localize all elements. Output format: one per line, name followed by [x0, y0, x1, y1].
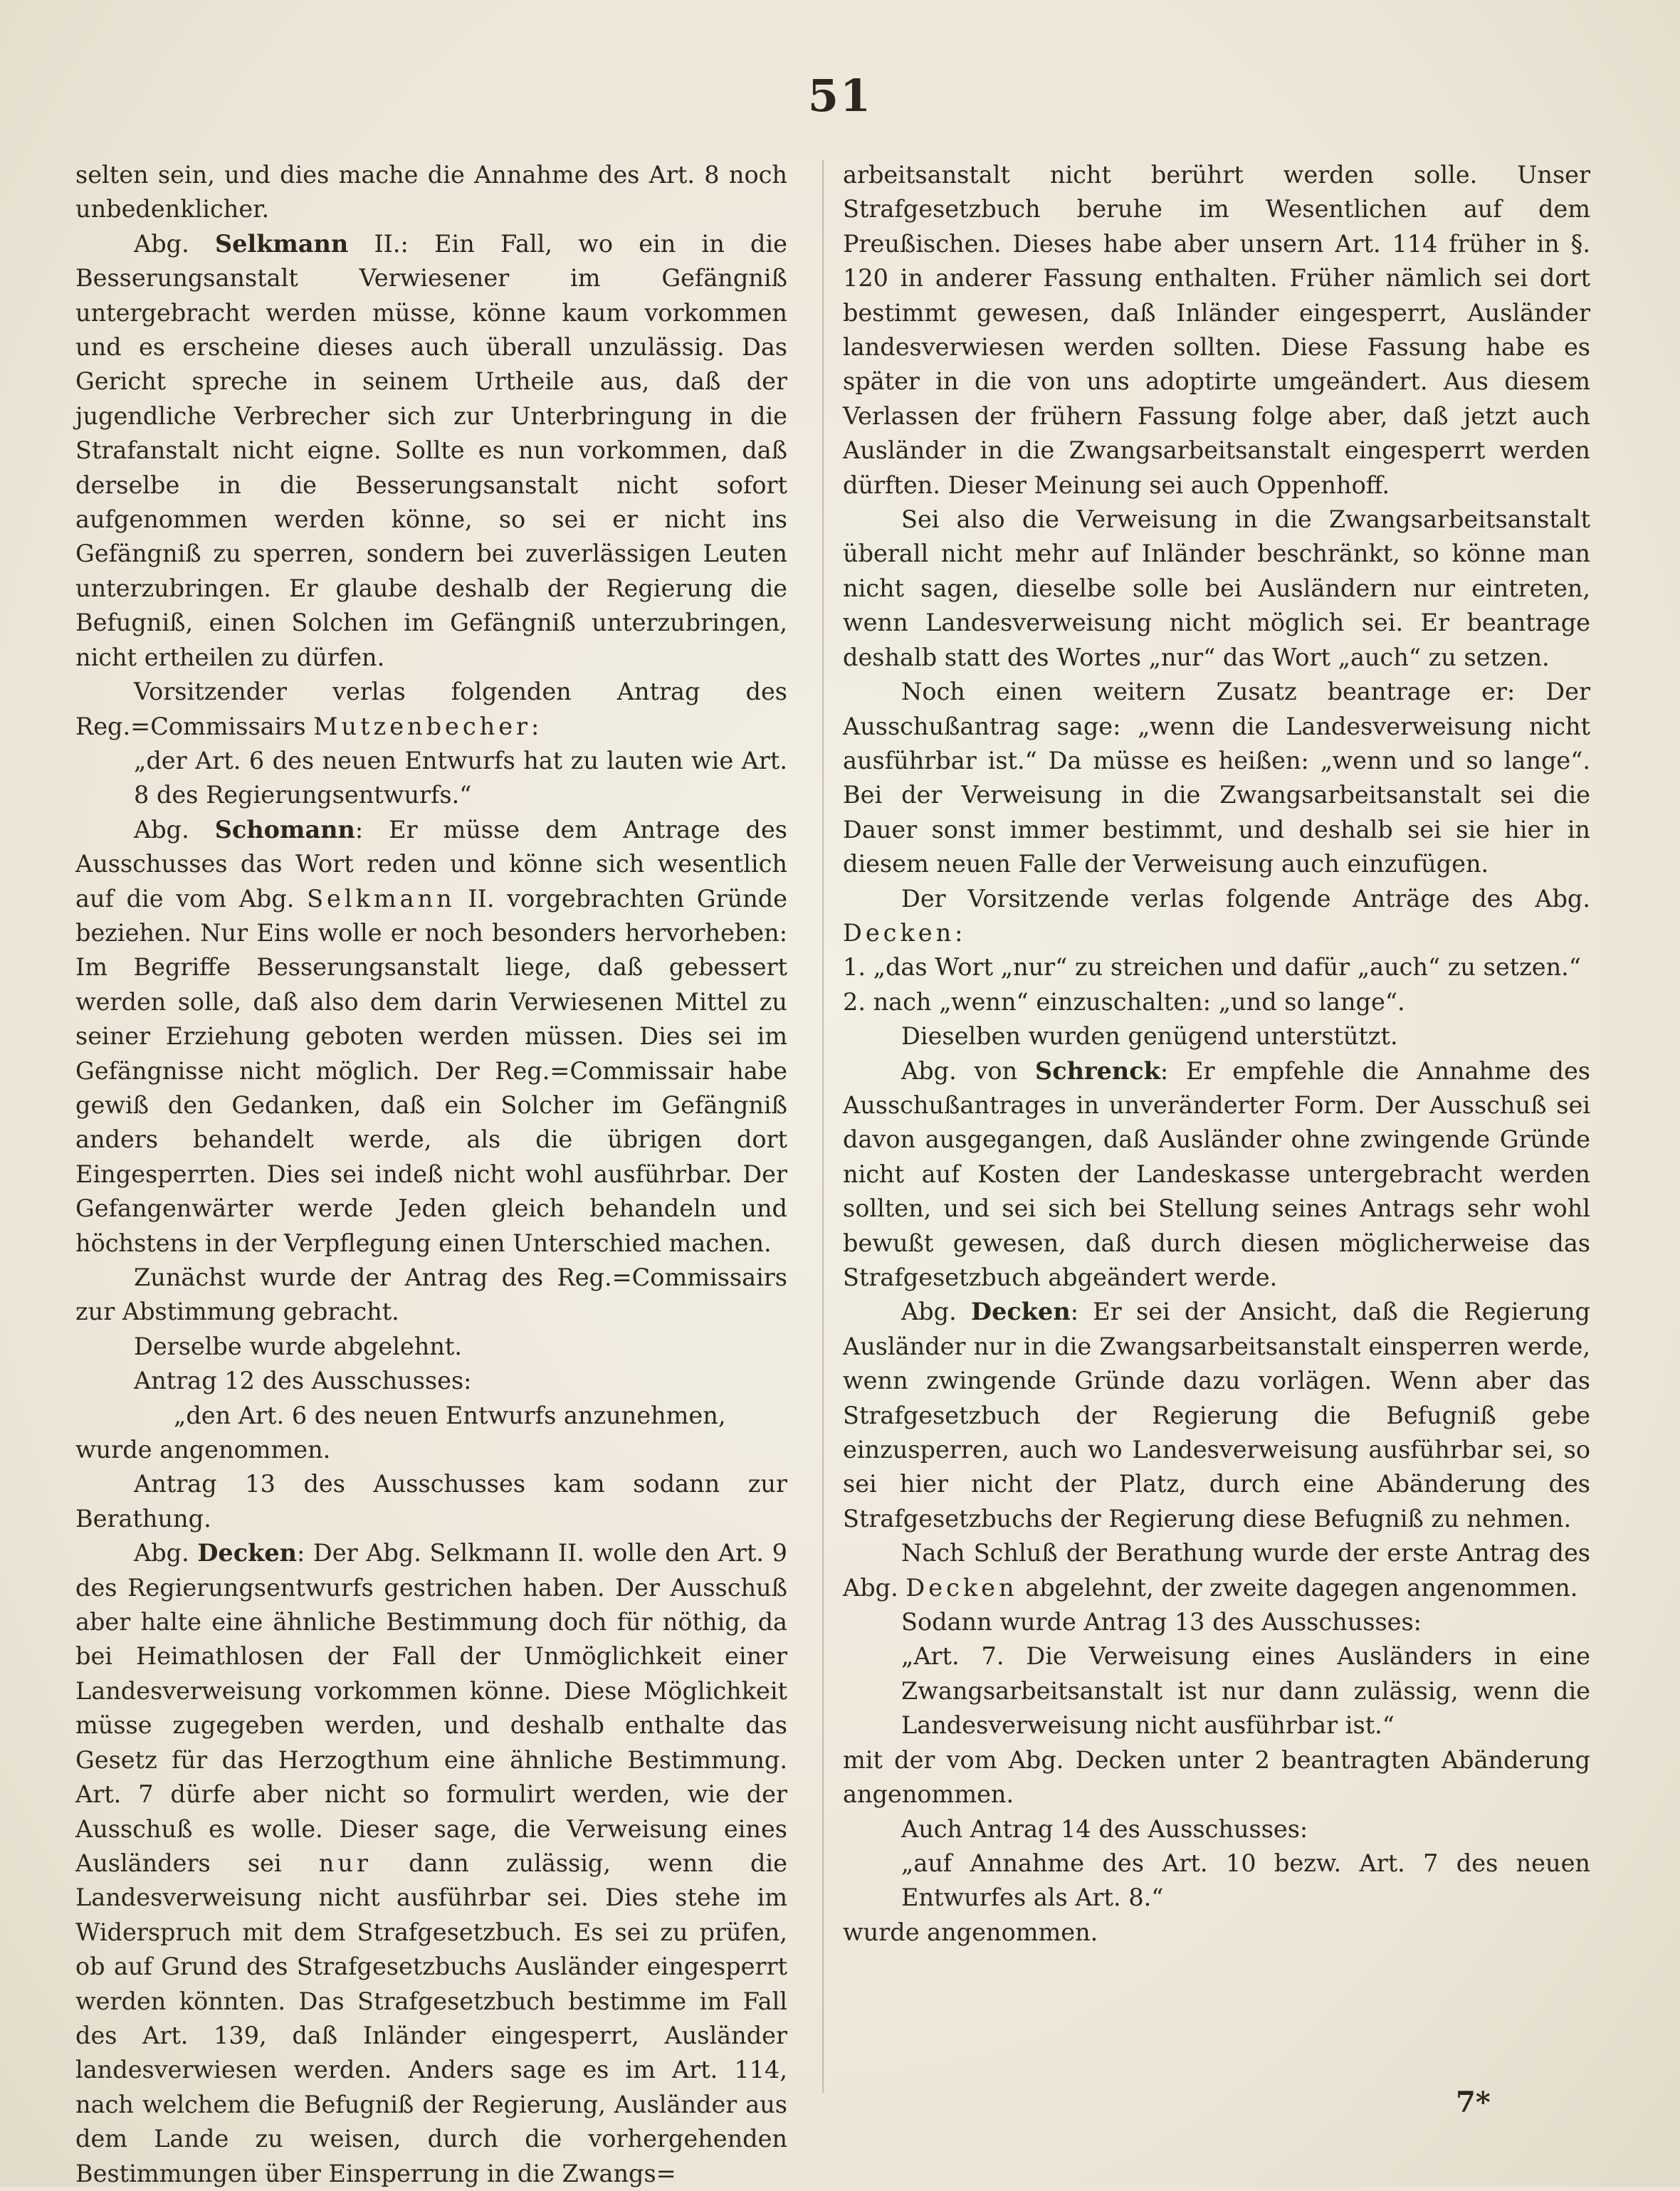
speaker-prefix: Abg. von — [901, 1056, 1036, 1085]
paragraph-speech — [75, 1536, 787, 2191]
spaced-name: Selkmann — [307, 884, 456, 913]
paragraph — [75, 675, 787, 744]
paragraph-text: : — [955, 918, 963, 947]
paragraph-speech — [75, 813, 787, 1261]
spaced-name: Mutzenbecher: — [313, 712, 543, 740]
paragraph: Dieselben wurden genügend unterstützt. — [901, 1022, 1398, 1051]
paragraph-text: Vorsitzender verlas folgenden Antrag des Reg.=Commissairs — [75, 678, 787, 740]
quote: „Art. 7. Die Verweisung eines Ausländers in eine Zwangsarbeitsanstalt ist nur dann zulässig, wenn die Landesverweisung nicht ausführbar ist.“ — [901, 1642, 1590, 1740]
paragraph — [843, 882, 1590, 951]
speaker-prefix: Abg. — [901, 1298, 972, 1326]
speech-text: : Der Abg. Selkmann II. wolle den Art. 9 des Regierungsentwurfs gestrichen haben. Der Ausschuß aber halte eine ähnliche Bestimmung doch für nöthig, da bei Heimathlosen der Fall der Unmöglichkeit einer Landesverweisung vorkommen könne. Diese Möglichkeit müsse zugegeben werden, und deshalb enthalte das Gesetz für das Herzogthum eine ähnliche Bestimmung. Art. 7 dürfe aber nicht so formulirt werden, wie der Ausschuß es wolle. Dieser sage, die Verweisung eines Ausländers sei — [75, 1539, 787, 1877]
paragraph-text: Der Vorsitzende verlas folgende Anträge des Abg. — [901, 884, 1590, 913]
spaced-name: Decken — [905, 1573, 1018, 1602]
speech-text: : Er sei der Ansicht, daß die Regierung Ausländer nur in die Zwangsarbeitsanstalt einsperren werde, wenn zwingende Gründe dazu vorlägen. Wenn aber das Strafgesetzbuch der Regierung die Befugniß gebe einzusperren, auch wo Landesverweisung ausführbar sei, so sei hier nicht der Platz, durch eine Abänderung des Strafgesetzbuchs der Regierung diese Befugniß zu nehmen. — [843, 1298, 1590, 1533]
spaced-word: nur — [318, 1849, 372, 1877]
speaker-prefix: Abg. — [134, 1539, 198, 1567]
speaker-name: Schomann — [214, 815, 355, 844]
numbered-item: 2. nach „wenn“ einzuschalten: „und so lange“. — [843, 987, 1405, 1016]
speaker-name: Decken — [971, 1298, 1071, 1326]
paragraph-speech — [843, 1295, 1590, 1536]
paragraph: Sodann wurde Antrag 13 des Ausschusses: — [901, 1608, 1422, 1636]
paragraph — [843, 1536, 1590, 1605]
paragraph-text: abgelehnt, der zweite dagegen angenommen. — [1017, 1573, 1578, 1602]
speaker-name: Schrenck — [1035, 1056, 1160, 1085]
paragraph-speech — [75, 227, 787, 675]
paragraph: Antrag 13 des Ausschusses kam sodann zur Berathung. — [75, 1470, 787, 1533]
numbered-item: 1. „das Wort „nur“ zu streichen und dafür „auch“ zu setzen.“ — [843, 953, 1581, 982]
column-divider — [822, 160, 824, 2093]
sheet-signature: 7* — [1456, 2086, 1491, 2119]
paragraph: Noch einen weitern Zusatz beantrage er: Der Ausschußantrag sage: „wenn die Landesverweisung nicht ausführbar ist.“ Da müsse es heißen: „wenn und so lange“. Bei der Verweisung in die Zwangsarbeitsanstalt sei die Dauer sonst immer bestimmt, und deshalb sei sie hier in diesem neuen Falle der Verweisung auch einzufügen. — [843, 678, 1590, 878]
paragraph: Zunächst wurde der Antrag des Reg.=Commissairs zur Abstimmung gebracht. — [75, 1263, 787, 1326]
speech-text: : Er müsse dem Antrage des Ausschusses das Wort reden und könne sich wesentlich auf die vom Abg. — [75, 815, 787, 913]
speaker-prefix: Abg. — [134, 815, 215, 844]
paragraph: wurde angenommen. — [75, 1436, 331, 1464]
quote: „der Art. 6 des neuen Entwurfs hat zu lauten wie Art. 8 des Regierungsentwurfs.“ — [134, 746, 787, 809]
speech-text: II.: Ein Fall, wo ein in die Besserungsanstalt Verwiesener im Gefängniß untergebracht werden müsse, könne kaum vorkommen und es erscheine dieses auch überall unzulässig. Das Gericht spreche in seinem Urtheile aus, daß der jugendliche Verbrecher sich zur Unterbringung in die Strafanstalt nicht eigne. Sollte es nun vorkommen, daß derselbe in die Besserungsanstalt nicht sofort aufgenommen werden könne, so sei er nicht ins Gefängniß zu sperren, sondern bei zuverlässigen Leuten unterzubringen. Er glaube deshalb der Regierung die Befugniß, einen Solchen im Gefängniß unterzubringen, nicht ertheilen zu dürfen. — [75, 229, 788, 671]
speech-text: dann zulässig, wenn die Landesverweisung nicht ausführbar sei. Dies stehe im Widerspruch mit dem Strafgesetzbuch. Es sei zu prüfen, ob auf Grund des Strafgesetzbuchs Ausländer eingesperrt werden könnten. Das Strafgesetzbuch bestimme im Fall des Art. 139, daß Inländer eingesperrt, Ausländer landesverwiesen werden. Anders sage es im Art. 114, nach welchem die Befugniß der Regierung, Ausländer aus dem Lande zu weisen, durch die vorhergehenden Bestimmungen über Einsperrung in die Zwangs= — [75, 1849, 787, 2187]
paragraph-text: Nach Schluß der Berathung wurde der erste Antrag des Abg. — [843, 1539, 1590, 1602]
quote: „den Art. 6 des neuen Entwurfs anzunehmen, — [174, 1401, 726, 1429]
left-column — [75, 158, 787, 2191]
paragraph: Auch Antrag 14 des Ausschusses: — [901, 1814, 1308, 1843]
paragraph: Derselbe wurde abgelehnt. — [134, 1332, 463, 1360]
speaker-prefix: Abg. — [134, 229, 215, 258]
speaker-name: Selkmann — [214, 229, 349, 258]
paragraph: selten sein, und dies mache die Annahme des Art. 8 noch unbedenklicher. — [75, 161, 787, 224]
right-column — [843, 158, 1590, 1950]
page-number: 51 — [807, 70, 873, 122]
paragraph: wurde angenommen. — [843, 1918, 1098, 1946]
speaker-name: Decken — [197, 1539, 297, 1567]
quote: „auf Annahme des Art. 10 bezw. Art. 7 des neuen Entwurfes als Art. 8.“ — [901, 1849, 1590, 1912]
paragraph: arbeitsanstalt nicht berührt werden solle. Unser Strafgesetzbuch beruhe im Wesentlichen auf dem Preußischen. Dieses habe aber unsern Art. 114 früher in §. 120 in anderer Fassung enthalten. Früher nämlich sei dort bestimmt gewesen, daß Inländer eingesperrt, Ausländer landesverwiesen werden sollten. Diese Fassung habe es später in die von uns adoptirte umgeändert. Aus diesem Verlassen der frühern Fassung folge aber, daß jetzt auch Ausländer in die Zwangsarbeitsanstalt eingesperrt werden dürften. Dieser Meinung sei auch Oppenhoff. — [843, 161, 1590, 499]
paragraph-speech — [843, 1054, 1590, 1296]
paragraph: mit der vom Abg. Decken unter 2 beantragten Abänderung angenommen. — [843, 1745, 1590, 1809]
paragraph: Antrag 12 des Ausschusses: — [134, 1367, 472, 1395]
paragraph: Sei also die Verweisung in die Zwangsarbeitsanstalt überall nicht mehr auf Inländer beschränkt, so könne man nicht sagen, dieselbe solle bei Ausländern nur eintreten, wenn Landesverweisung nicht möglich sei. Er beantrage deshalb statt des Wortes „nur“ das Wort „auch“ zu setzen. — [843, 505, 1590, 671]
speech-text: II. vorgebrachten Gründe beziehen. Nur Eins wolle er noch besonders hervorheben: Im Begriffe Besserungsanstalt liege, daß gebessert werden solle, daß also dem darin Verwiesenen Mittel zu seiner Erziehung geboten werden müssen. Dies sei im Gefängnisse nicht möglich. Der Reg.=Commissair habe gewiß den Gedanken, daß ein Solcher im Gefängniß anders behandelt werde, als die übrigen dort Eingesperrten. Dies sei indeß nicht wohl ausführbar. Der Gefangenwärter werde Jeden gleich behandeln und höchstens in der Verpflegung einen Unterschied machen. — [75, 884, 787, 1257]
speech-text: : Er empfehle die Annahme des Ausschußantrages in unveränderter Form. Der Ausschuß sei davon ausgegangen, daß Ausländer ohne zwingende Gründe nicht auf Kosten der Landeskasse untergebracht werden sollten, und sei sich bei Stellung seines Antrags sehr wohl bewußt gewesen, daß durch diesen möglicherweise das Strafgesetzbuch abgeändert werde. — [843, 1056, 1590, 1291]
spaced-name: Decken — [843, 918, 955, 947]
